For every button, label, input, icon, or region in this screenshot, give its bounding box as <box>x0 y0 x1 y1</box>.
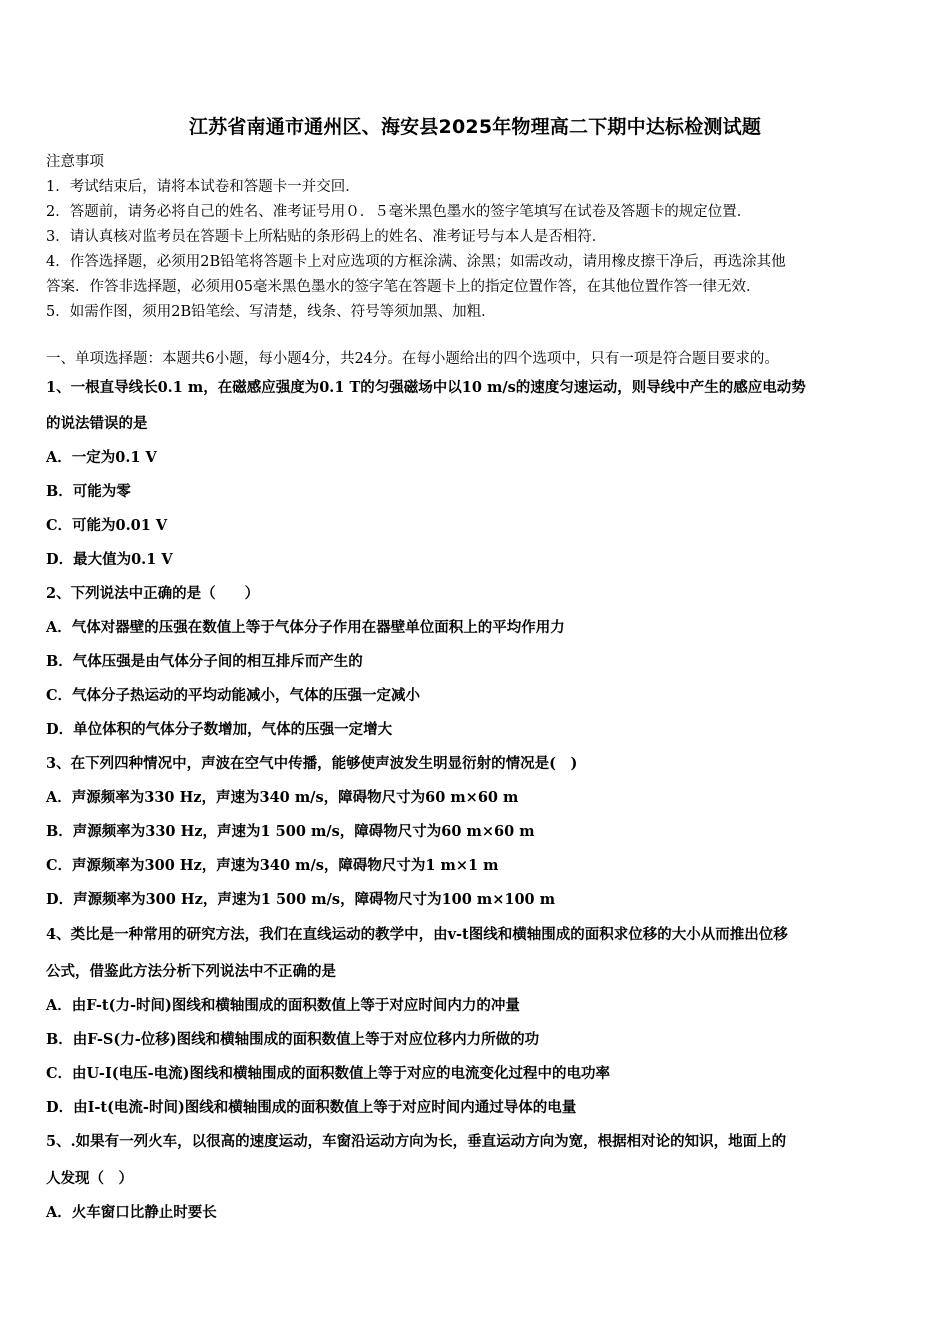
notes-item: 3．请认真核对监考员在答题卡上所粘贴的条形码上的姓名、准考证号与本人是否相符． <box>46 229 607 245</box>
page-title: 江苏省南通市通州区、海安县2025年物理高二下期中达标检测试题 <box>188 116 762 138</box>
notes-item: 5．如需作图，须用2B铅笔绘、写清楚，线条、符号等须加黑、加粗． <box>46 304 496 320</box>
question-1-option-a: A．一定为0.1 V <box>46 449 157 466</box>
question-5-option-a: A．火车窗口比静止时要长 <box>46 1204 217 1221</box>
section-heading: 一、单项选择题：本题共6小题，每小题4分，共24分。在每小题给出的四个选项中，只有一项是符合题目要求的。 <box>46 351 779 367</box>
question-2-option-b: B．气体压强是由气体分子间的相互排斥而产生的 <box>46 653 363 670</box>
question-4-option-d: D．由I-t(电流-时间)图线和横轴围成的面积数值上等于对应时间内通过导体的电量 <box>46 1099 577 1116</box>
notes-heading: 注意事项 <box>46 154 104 170</box>
notes-block <box>46 150 906 325</box>
question-2-option-a: A．气体对器壁的压强在数值上等于气体分子作用在器壁单位面积上的平均作用力 <box>46 619 565 636</box>
question-3-option-a: A．声源频率为330 Hz，声速为340 m/s，障碍物尺寸为60 m×60 m <box>46 789 519 806</box>
notes-item: 答案．作答非选择题，必须用05毫米黑色墨水的签字笔在答题卡上的指定位置作答，在其他位置作答一律无效． <box>46 279 761 295</box>
question-4-stem-cont: 公式，借鉴此方法分析下列说法中不正确的是 <box>46 963 336 980</box>
question-3-stem: 3、在下列四种情况中，声波在空气中传播，能够使声波发生明显衍射的情况是( ) <box>46 755 578 772</box>
question-2-option-c: C．气体分子热运动的平均动能减小，气体的压强一定减小 <box>46 687 421 704</box>
question-1-stem-cont: 的说法错误的是 <box>46 415 148 432</box>
question-3-option-c: C．声源频率为300 Hz，声速为340 m/s，障碍物尺寸为1 m×1 m <box>46 857 499 874</box>
question-2-stem: 2、下列说法中正确的是（ ） <box>46 585 260 602</box>
question-4-option-b: B．由F-S(力-位移)图线和横轴围成的面积数值上等于对应位移内力所做的功 <box>46 1031 540 1048</box>
question-3-option-d: D．声源频率为300 Hz，声速为1 500 m/s，障碍物尺寸为100 m×100 m <box>46 891 556 908</box>
question-4-option-a: A．由F-t(力-时间)图线和横轴围成的面积数值上等于对应时间内力的冲量 <box>46 997 520 1014</box>
question-1-option-d: D．最大值为0.1 V <box>46 551 173 568</box>
question-1-option-b: B．可能为零 <box>46 483 131 500</box>
notes-item: 4．作答选择题，必须用2B铅笔将答题卡上对应选项的方框涂满、涂黑；如需改动，请用橡皮擦干净后，再选涂其他 <box>46 254 786 270</box>
question-2-option-d: D．单位体积的气体分子数增加，气体的压强一定增大 <box>46 721 393 738</box>
question-3-option-b: B．声源频率为330 Hz，声速为1 500 m/s，障碍物尺寸为60 m×60 m <box>46 823 535 840</box>
question-5-stem-cont: 人发现（ ） <box>46 1170 133 1187</box>
notes-item: 1．考试结束后，请将本试卷和答题卡一并交回． <box>46 179 360 195</box>
question-1-option-c: C．可能为0.01 V <box>46 517 168 534</box>
notes-item: 2．答题前，请务必将自己的姓名、准考证号用０．５毫米黑色墨水的签字笔填写在试卷及答题卡的规定位置． <box>46 204 752 220</box>
question-4-option-c: C．由U-I(电压-电流)图线和横轴围成的面积数值上等于对应的电流变化过程中的电功率 <box>46 1065 610 1082</box>
question-5-stem: 5、.如果有一列火车，以很高的速度运动，车窗沿运动方向为长，垂直运动方向为宽，根据相对论的知识，地面上的 <box>46 1133 787 1150</box>
question-4-stem: 4、类比是一种常用的研究方法，我们在直线运动的教学中，由v-t图线和横轴围成的面积求位移的大小从而推出位移 <box>46 926 788 943</box>
question-1-stem: 1、一根直导线长0.1 m，在磁感应强度为0.1 T的匀强磁场中以10 m/s的速度匀速运动，则导线中产生的感应电动势 <box>46 379 806 396</box>
